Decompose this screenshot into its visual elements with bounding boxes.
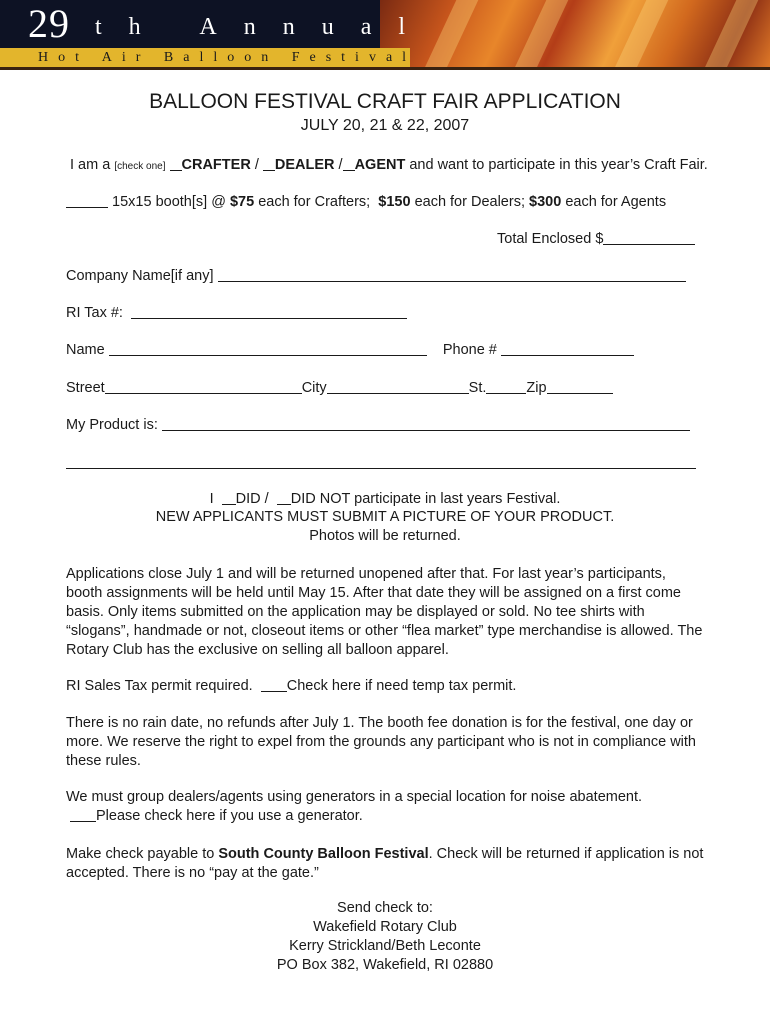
festival-number: 29 [28,1,70,46]
product-line: My Product is: [66,416,690,433]
participant-type-line: I am a [check one] CRAFTER / DEALER / AGENT and want to participate in this year’s Craft Fair. [70,157,708,173]
ri-tax-line: RI Tax #: [66,304,407,321]
address-line-1: Wakefield Rotary Club [313,919,457,935]
generator-line: Please check here if you use a generator. [70,807,363,824]
total-enclosed-blank[interactable] [603,230,695,245]
booth-line: 15x15 booth[s] @ $75 each for Crafters; $150 each for Dealers; $300 each for Agents [66,193,666,210]
zip-field[interactable] [547,379,613,394]
temp-tax-checkbox[interactable] [261,677,287,692]
form-title: BALLOON FESTIVAL CRAFT FAIR APPLICATION [149,90,621,113]
crafter-blank[interactable] [170,156,182,171]
send-check-to: Send check to: [337,900,433,916]
address-line: Street City St. Zip [66,379,613,396]
company-field[interactable] [218,267,686,282]
product-field[interactable] [162,416,690,431]
header-banner [0,0,770,70]
generator-checkbox[interactable] [70,807,96,822]
name-field[interactable] [109,341,427,356]
new-applicants-notice: NEW APPLICANTS MUST SUBMIT A PICTURE OF YOUR PRODUCT. [155,509,615,525]
payable-paragraph: Make check payable to South County Balloon Festival. Check will be returned if application is not accepted. There is no “pay at the gate.” [66,846,704,881]
state-field[interactable] [486,379,526,394]
sales-tax-line: RI Sales Tax permit required. Check here if need temp tax permit. [66,678,517,694]
address-line-2: Kerry Strickland/Beth Leconte [289,938,481,954]
agent-blank[interactable] [343,156,355,171]
name-phone-line: Name Phone # [66,341,634,358]
form-dates: JULY 20, 21 & 22, 2007 [300,117,470,134]
phone-field[interactable] [501,341,634,356]
address-line-3: PO Box 382, Wakefield, RI 02880 [276,957,494,973]
total-enclosed: Total Enclosed $ [497,230,695,247]
did-not-blank[interactable] [277,490,291,505]
participation-line: I DID / DID NOT participate in last years Festival. [209,491,561,507]
city-field[interactable] [327,379,469,394]
ri-tax-field[interactable] [131,304,407,319]
company-line: Company Name[if any] [66,267,686,284]
did-blank[interactable] [222,490,236,505]
booth-count-blank[interactable] [66,193,108,208]
street-field[interactable] [105,379,302,394]
balloon-image [380,0,770,70]
generators-text: We must group dealers/agents using generators in a special location for noise abatement. [66,789,643,805]
product-field-line-2[interactable] [66,468,696,469]
festival-annual: th Annual [95,14,433,40]
applications-paragraph: Applications close July 1 and will be returned unopened after that. For last year’s participants, booth assignments will be held until May 15. After that date they will be assigned on a first come basis. Only items submitted on the application may be displayed or sold. No tee shirts with “slogans”, handmade or not, closeout items or other “flea market” type merchandise is allowed. The Rotary Club has the exclusive on selling all balloon apparel. [66,566,703,658]
festival-subtitle: Hot Air Balloon Festival [38,50,417,65]
rain-paragraph: There is no rain date, no refunds after July 1. The booth fee donation is for the festival, one day or more. We reserve the right to expel from the grounds any participant who is not in compliance with these rules. [66,715,696,769]
photos-returned: Photos will be returned. [309,528,461,544]
dealer-blank[interactable] [263,156,275,171]
